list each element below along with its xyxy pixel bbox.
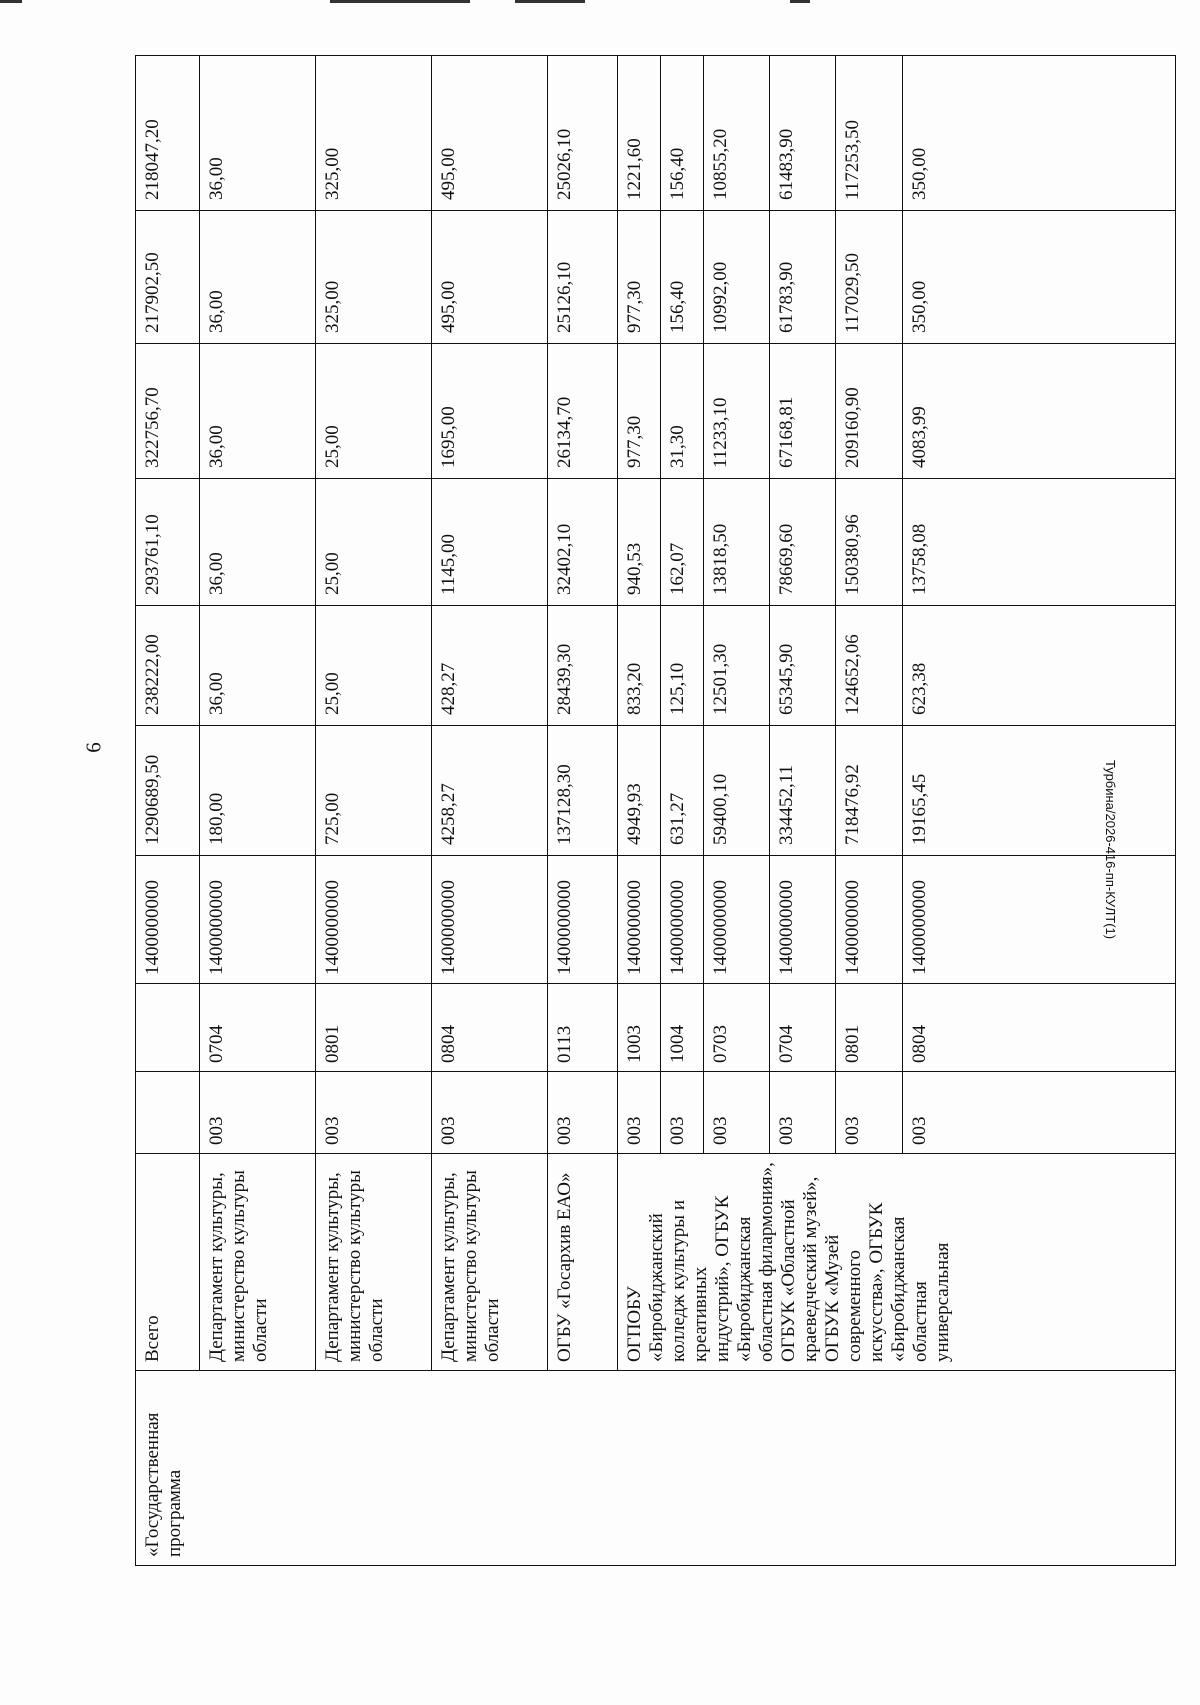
grbs-cell: 003	[316, 1072, 432, 1154]
executor-cell: Департамент культуры, министерство культуры области	[200, 1154, 316, 1371]
value-cell: 1290689,50	[136, 726, 200, 856]
value-cell: 150380,96	[836, 479, 903, 606]
value-cell: 67168,81	[770, 344, 836, 479]
target-cell: 1400000000	[200, 856, 316, 984]
scan-artifact	[330, 0, 470, 3]
value-cell: 32402,10	[548, 479, 618, 606]
budget-table	[135, 55, 1176, 1566]
value-cell: 334452,11	[770, 726, 836, 856]
value-cell: 156,40	[661, 56, 704, 211]
document-id: Турбина/2026-416-пп-КУЛТ(1)	[1103, 760, 1118, 940]
value-cell: 36,00	[200, 606, 316, 726]
executor-cell: Департамент культуры, министерство культуры области	[432, 1154, 548, 1371]
value-cell: 125,10	[661, 606, 704, 726]
value-cell: 25,00	[316, 606, 432, 726]
value-cell: 623,38	[903, 606, 1176, 726]
value-cell: 4083,99	[903, 344, 1176, 479]
value-cell: 180,00	[200, 726, 316, 856]
value-cell: 1145,00	[432, 479, 548, 606]
scan-artifact	[790, 0, 810, 3]
section-cell: 0801	[316, 984, 432, 1072]
value-cell: 36,00	[200, 211, 316, 344]
value-cell: 124652,06	[836, 606, 903, 726]
section-cell: 0113	[548, 984, 618, 1072]
target-cell: 1400000000	[770, 856, 836, 984]
value-cell: 631,27	[661, 726, 704, 856]
value-cell: 65345,90	[770, 606, 836, 726]
table-row	[432, 56, 548, 1566]
value-cell: 293761,10	[136, 479, 200, 606]
target-cell: 1400000000	[903, 856, 1176, 984]
section-cell: 0704	[200, 984, 316, 1072]
table-row	[618, 56, 661, 1566]
grbs-cell: 003	[618, 1072, 661, 1154]
value-cell: 10855,20	[704, 56, 770, 211]
section-cell: 1003	[618, 984, 661, 1072]
value-cell: 322756,70	[136, 344, 200, 479]
value-cell: 36,00	[200, 344, 316, 479]
value-cell: 325,00	[316, 56, 432, 211]
table-row	[316, 56, 432, 1566]
value-cell: 13758,08	[903, 479, 1176, 606]
value-cell: 61483,90	[770, 56, 836, 211]
page-number: 6	[81, 742, 106, 753]
grbs-cell: 003	[704, 1072, 770, 1154]
grbs-cell: 003	[200, 1072, 316, 1154]
scan-artifact	[0, 0, 22, 3]
table-row	[548, 56, 618, 1566]
rotated-table-area	[135, 56, 1175, 1566]
section-cell: 0804	[903, 984, 1176, 1072]
value-cell: 238222,00	[136, 606, 200, 726]
value-cell: 4949,93	[618, 726, 661, 856]
target-cell: 1400000000	[316, 856, 432, 984]
grbs-cell: 003	[836, 1072, 903, 1154]
value-cell: 4258,27	[432, 726, 548, 856]
value-cell: 350,00	[903, 211, 1176, 344]
executor-cell: Всего	[136, 1154, 200, 1371]
value-cell: 25,00	[316, 479, 432, 606]
executor-cell-merged: ОГПОБУ «Биробиджанский колледж культуры и креативных индустрий», ОГБУК «Биробиджанская областная филармония», ОГБУК «Областной краеведческий музей», ОГБУК «Музей современного искусства», ОГБУК «Биробиджанская областная универсальная	[618, 1154, 1176, 1371]
grbs-cell: 003	[770, 1072, 836, 1154]
grbs-cell: 003	[432, 1072, 548, 1154]
value-cell: 1221,60	[618, 56, 661, 211]
value-cell: 718476,92	[836, 726, 903, 856]
executor-cell: Департамент культуры, министерство культуры области	[316, 1154, 432, 1371]
section-cell: 0703	[704, 984, 770, 1072]
value-cell: 209160,90	[836, 344, 903, 479]
table-row	[136, 56, 200, 1566]
value-cell: 61783,90	[770, 211, 836, 344]
value-cell: 25026,10	[548, 56, 618, 211]
grbs-cell: 003	[661, 1072, 704, 1154]
value-cell: 59400,10	[704, 726, 770, 856]
value-cell: 10992,00	[704, 211, 770, 344]
value-cell: 940,53	[618, 479, 661, 606]
scan-artifact	[515, 0, 585, 3]
value-cell: 495,00	[432, 56, 548, 211]
value-cell: 11233,10	[704, 344, 770, 479]
target-cell: 1400000000	[136, 856, 200, 984]
value-cell: 31,30	[661, 344, 704, 479]
section-cell: 0801	[836, 984, 903, 1072]
value-cell: 833,20	[618, 606, 661, 726]
value-cell: 156,40	[661, 211, 704, 344]
value-cell: 218047,20	[136, 56, 200, 211]
grbs-cell: 003	[548, 1072, 618, 1154]
section-cell: 0804	[432, 984, 548, 1072]
executor-cell: ОГБУ «Госархив ЕАО»	[548, 1154, 618, 1371]
section-cell: 0704	[770, 984, 836, 1072]
section-cell: 1004	[661, 984, 704, 1072]
value-cell: 25126,10	[548, 211, 618, 344]
value-cell: 117029,50	[836, 211, 903, 344]
target-cell: 1400000000	[548, 856, 618, 984]
value-cell: 162,07	[661, 479, 704, 606]
grbs-cell: 003	[903, 1072, 1176, 1154]
value-cell: 977,30	[618, 344, 661, 479]
value-cell: 428,27	[432, 606, 548, 726]
value-cell: 117253,50	[836, 56, 903, 211]
value-cell: 217902,50	[136, 211, 200, 344]
value-cell: 36,00	[200, 56, 316, 211]
target-cell: 1400000000	[432, 856, 548, 984]
value-cell: 36,00	[200, 479, 316, 606]
target-cell: 1400000000	[704, 856, 770, 984]
value-cell: 25,00	[316, 344, 432, 479]
value-cell: 350,00	[903, 56, 1176, 211]
value-cell: 13818,50	[704, 479, 770, 606]
value-cell: 19165,45	[903, 726, 1176, 856]
target-cell: 1400000000	[618, 856, 661, 984]
value-cell: 137128,30	[548, 726, 618, 856]
table-row	[200, 56, 316, 1566]
grbs-cell	[136, 1072, 200, 1154]
value-cell: 1695,00	[432, 344, 548, 479]
value-cell: 325,00	[316, 211, 432, 344]
value-cell: 12501,30	[704, 606, 770, 726]
section-cell	[136, 984, 200, 1072]
value-cell: 78669,60	[770, 479, 836, 606]
value-cell: 26134,70	[548, 344, 618, 479]
value-cell: 977,30	[618, 211, 661, 344]
value-cell: 28439,30	[548, 606, 618, 726]
program-cell: «Государственная программа	[136, 1371, 1176, 1566]
value-cell: 495,00	[432, 211, 548, 344]
value-cell: 725,00	[316, 726, 432, 856]
target-cell: 1400000000	[836, 856, 903, 984]
target-cell: 1400000000	[661, 856, 704, 984]
